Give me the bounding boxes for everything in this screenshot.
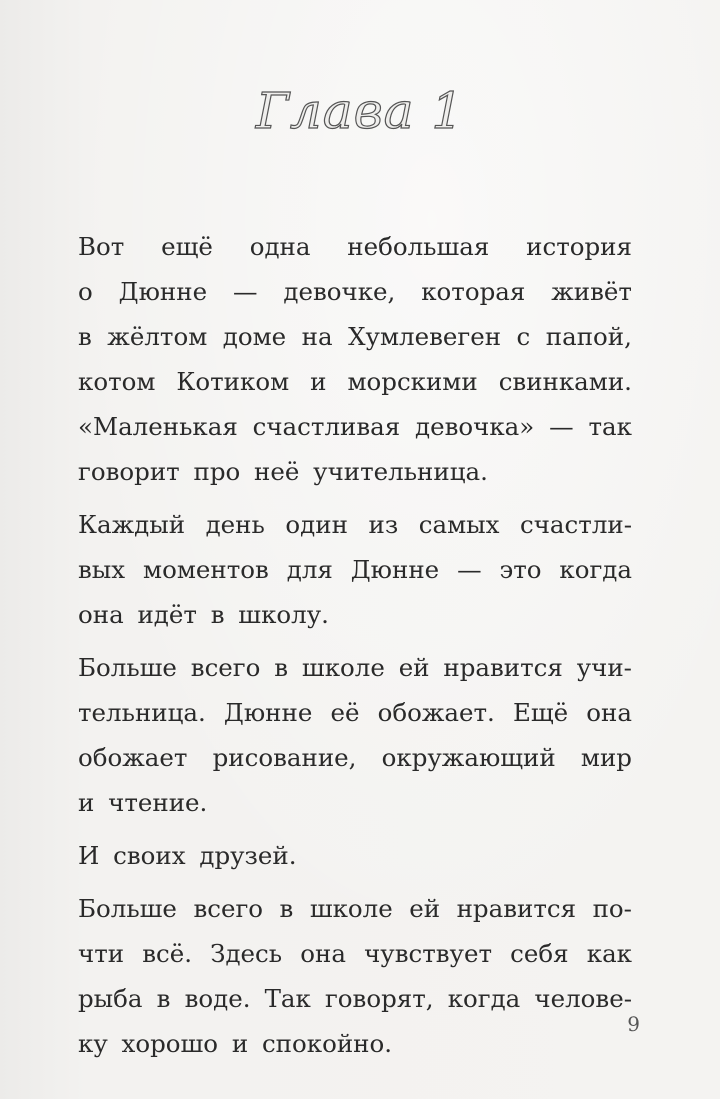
text-line: [78, 931, 632, 976]
word: —: [232, 277, 258, 306]
word: Больше: [78, 653, 177, 682]
word: её: [330, 698, 360, 727]
word: доме: [222, 322, 287, 351]
word: в: [279, 894, 294, 923]
word: всего: [190, 653, 261, 682]
word: ей: [398, 653, 430, 682]
text-line: И своих друзей.: [78, 841, 297, 870]
word: Котиком: [176, 367, 290, 396]
word: жёлтом: [107, 322, 208, 351]
body-text: [78, 224, 632, 1066]
word: нравится: [456, 894, 577, 923]
word: когда: [447, 984, 521, 1013]
word: Больше: [78, 894, 177, 923]
word: обожает.: [377, 698, 495, 727]
text-line: она идёт в школу.: [78, 600, 329, 629]
word: по-: [592, 894, 632, 923]
word: тельница.: [78, 698, 206, 727]
word: когда: [559, 555, 632, 584]
word: в: [156, 984, 171, 1013]
word: ей: [409, 894, 441, 923]
text-line: ку хорошо и спокойно.: [78, 1029, 393, 1058]
word: для: [286, 555, 333, 584]
word: моментов: [143, 555, 269, 584]
word: Здесь: [210, 939, 283, 968]
word: рыба: [78, 984, 143, 1013]
word: она: [586, 698, 632, 727]
word: мир: [580, 743, 632, 772]
word: она: [300, 939, 346, 968]
word: Так: [264, 984, 311, 1013]
word: которая: [421, 277, 526, 306]
word: учи-: [576, 653, 632, 682]
word: живёт: [551, 277, 632, 306]
text-line: [78, 359, 632, 404]
word: всего: [193, 894, 264, 923]
word: в: [78, 322, 92, 351]
text-line: [78, 690, 632, 735]
word: на: [301, 322, 333, 351]
word: вых: [78, 555, 126, 584]
text-line: [78, 269, 632, 314]
text-line: [78, 502, 632, 547]
word: —: [457, 555, 482, 584]
word: челове-: [534, 984, 632, 1013]
text-line: [78, 314, 632, 359]
word: Ещё: [512, 698, 569, 727]
word: один: [285, 510, 348, 539]
text-line: говорит про неё учительница.: [78, 457, 488, 486]
word: школе: [301, 653, 385, 682]
text-line: [78, 735, 632, 780]
word: так: [588, 412, 632, 441]
word: воде.: [184, 984, 251, 1013]
page-number: 9: [627, 1012, 640, 1036]
word: свинками.: [498, 367, 632, 396]
text-line: и чтение.: [78, 788, 208, 817]
word: и: [310, 367, 327, 396]
text-line: [78, 547, 632, 592]
word: с: [516, 322, 531, 351]
text-line: [78, 224, 632, 269]
word: нравится: [443, 653, 563, 682]
word: в: [274, 653, 289, 682]
word: это: [499, 555, 542, 584]
word: как: [586, 939, 632, 968]
word: самых: [418, 510, 500, 539]
word: обожает: [78, 743, 188, 772]
word: котом: [78, 367, 156, 396]
word: папой,: [545, 322, 632, 351]
text-line: [78, 976, 632, 1021]
word: морскими: [347, 367, 478, 396]
chapter-title: Глава 1: [255, 82, 465, 140]
word: из: [368, 510, 399, 539]
word: девочке,: [283, 277, 396, 306]
text-line: [78, 645, 632, 690]
word: Дюнне: [118, 277, 208, 306]
word: рисование,: [212, 743, 357, 772]
word: Хумлевеген: [348, 322, 502, 351]
word: говорят,: [324, 984, 434, 1013]
word: счастливая: [252, 412, 401, 441]
word: история: [526, 232, 632, 261]
word: небольшая: [347, 232, 490, 261]
word: всё.: [142, 939, 193, 968]
text-line: [78, 886, 632, 931]
word: девочка»: [415, 412, 535, 441]
word: школе: [309, 894, 393, 923]
word: чти: [78, 939, 125, 968]
word: ещё: [161, 232, 213, 261]
word: себя: [510, 939, 569, 968]
word: Каждый: [78, 510, 186, 539]
text-line: [78, 404, 632, 449]
word: —: [549, 412, 574, 441]
word: Дюнне: [350, 555, 440, 584]
word: «Маленькая: [78, 412, 238, 441]
word: о: [78, 277, 93, 306]
word: Дюнне: [223, 698, 313, 727]
word: одна: [249, 232, 311, 261]
word: Вот: [78, 232, 125, 261]
word: чувствует: [364, 939, 493, 968]
word: окружающий: [381, 743, 556, 772]
word: счастли-: [520, 510, 632, 539]
word: день: [205, 510, 265, 539]
